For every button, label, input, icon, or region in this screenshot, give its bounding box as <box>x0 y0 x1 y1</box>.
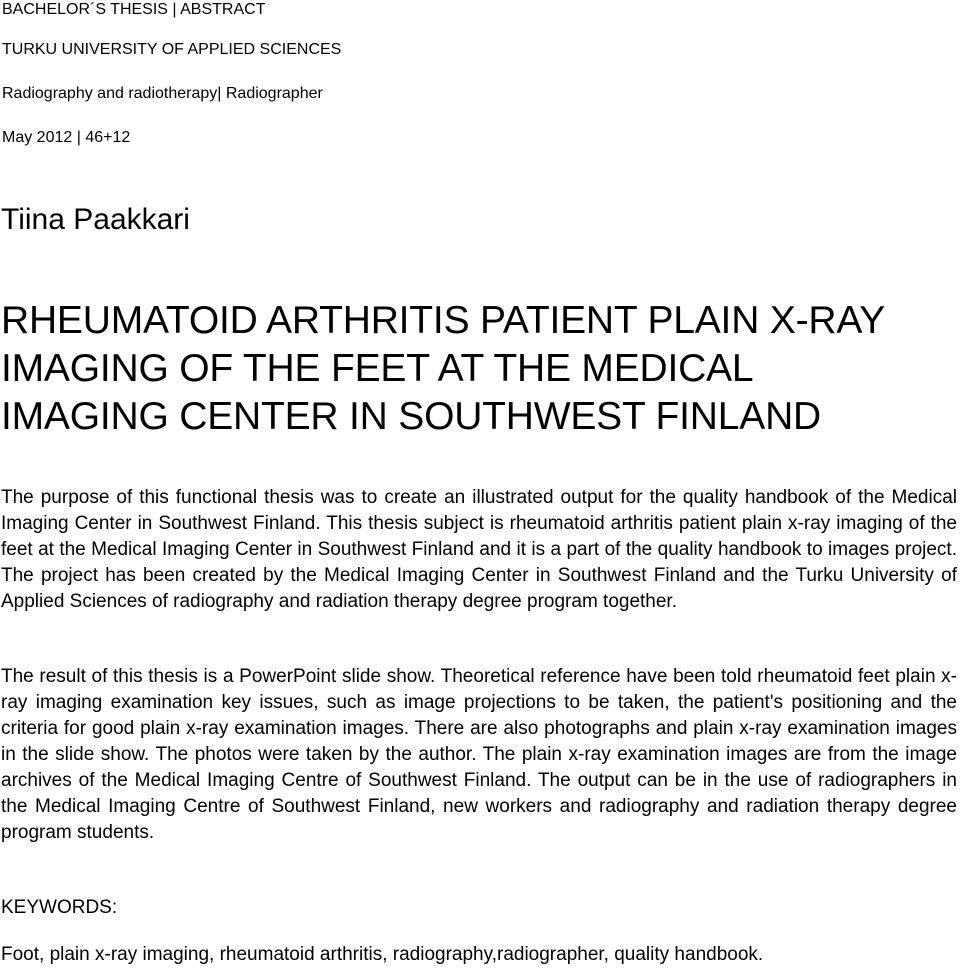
author-name: Tiina Paakkari <box>1 203 190 236</box>
thesis-title-line-3: IMAGING CENTER IN SOUTHWEST FINLAND <box>1 395 821 438</box>
thesis-title <box>1 297 885 441</box>
abstract-paragraph-2: The result of this thesis is a PowerPoint slide show. Theoretical reference have been told rheumatoid feet plain x-ray imaging examination key issues, such as image projections to be taken, the patient's positioning and the criteria for good plain x-ray examination images. There are also photographs and plain x-ray examination images in the slide show. The photos were taken by the author. The plain x-ray examination images are from the image archives of the Medical Imaging Centre of Southwest Finland. The output can be in the use of radiographers in the Medical Imaging Centre of Southwest Finland, new workers and radiography and radiation therapy degree program students. <box>1 666 957 843</box>
keywords-list: Foot, plain x-ray imaging, rheumatoid arthritis, radiography,radiographer, quality handbook. <box>1 944 764 965</box>
keywords-label: KEYWORDS: <box>1 897 118 918</box>
date-pages-line: May 2012 | 46+12 <box>2 129 131 146</box>
thesis-title-line-2: IMAGING OF THE FEET AT THE MEDICAL <box>1 347 754 390</box>
abstract-paragraph-1: The purpose of this functional thesis was to create an illustrated output for the quality handbook of the Medical Imaging Center in Southwest Finland. This thesis subject is rheumatoid arthritis patient plain x-ray imaging of the feet at the Medical Imaging Center in Southwest Finland and it is a part of the quality handbook to images project. The project has been created by the Medical Imaging Center in Southwest Finland and the Turku University of Applied Sciences of radiography and radiation therapy degree program together. <box>1 487 957 612</box>
degree-program-line: Radiography and radiotherapy| Radiographer <box>2 85 323 102</box>
thesis-type-line: BACHELOR´S THESIS | ABSTRACT <box>2 1 266 18</box>
thesis-title-line-1: RHEUMATOID ARTHRITIS PATIENT PLAIN X-RAY <box>1 299 886 342</box>
university-line: TURKU UNIVERSITY OF APPLIED SCIENCES <box>2 41 342 58</box>
